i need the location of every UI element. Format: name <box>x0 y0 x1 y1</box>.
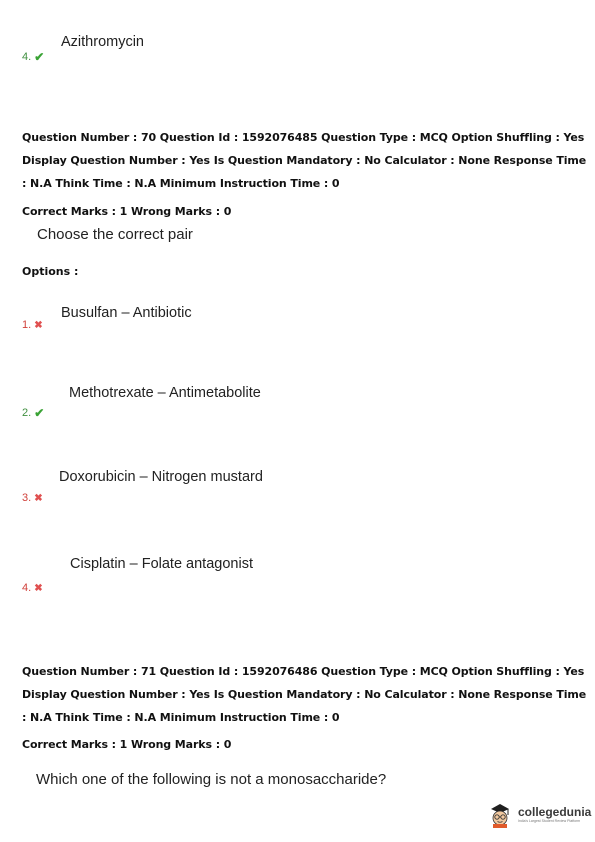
logo-tagline: India's Largest Student Review Platform <box>518 819 581 824</box>
q71-meta-line-3: : N.A Think Time : N.A Minimum Instruction Time : 0 <box>22 711 340 724</box>
cross-icon: ✖ <box>34 582 43 594</box>
check-icon: ✔ <box>34 50 45 64</box>
q70-option-2-number <box>22 406 44 420</box>
q70-option-3-text: Doxorubicin – Nitrogen mustard <box>59 469 263 485</box>
q70-option-1-number <box>22 319 43 331</box>
q70-option-3-number <box>22 492 43 504</box>
q71-marks: Correct Marks : 1 Wrong Marks : 0 <box>22 738 232 751</box>
q70-marks: Correct Marks : 1 Wrong Marks : 0 <box>22 205 232 218</box>
check-icon: ✔ <box>34 406 45 420</box>
option-number-label: 2. <box>22 407 32 419</box>
q70-option-4-number <box>22 582 43 594</box>
q70-option-2-text: Methotrexate – Antimetabolite <box>69 385 261 401</box>
option-number-label: 4. <box>22 51 32 63</box>
collegedunia-logo <box>488 802 591 828</box>
q70-option-1-text: Busulfan – Antibiotic <box>61 305 192 321</box>
q70-meta-line-1: Question Number : 70 Question Id : 1592076485 Question Type : MCQ Option Shuffling : Yes <box>22 131 585 144</box>
q70-option-4-text: Cisplatin – Folate antagonist <box>70 556 253 572</box>
option-number-label: 1. <box>22 319 32 331</box>
prev-option-4-number <box>22 50 44 64</box>
logo-name: collegedunia <box>518 805 592 820</box>
q71-meta-line-2: Display Question Number : Yes Is Question Mandatory : No Calculator : None Response Time <box>22 688 587 701</box>
cross-icon: ✖ <box>34 319 43 331</box>
prev-option-4-text: Azithromycin <box>61 34 144 50</box>
option-number-label: 3. <box>22 492 32 504</box>
q70-question-text: Choose the correct pair <box>37 226 193 243</box>
q71-question-text: Which one of the following is not a monosaccharide? <box>36 771 387 788</box>
option-number-label: 4. <box>22 582 32 594</box>
cross-icon: ✖ <box>34 492 43 504</box>
q70-meta-line-3: : N.A Think Time : N.A Minimum Instruction Time : 0 <box>22 177 340 190</box>
q70-options-label: Options : <box>22 265 79 278</box>
mascot-icon <box>488 802 512 828</box>
q71-meta-line-1: Question Number : 71 Question Id : 1592076486 Question Type : MCQ Option Shuffling : Yes <box>22 665 585 678</box>
logo-wordmark <box>518 806 591 824</box>
q70-meta-line-2: Display Question Number : Yes Is Question Mandatory : No Calculator : None Response Time <box>22 154 587 167</box>
